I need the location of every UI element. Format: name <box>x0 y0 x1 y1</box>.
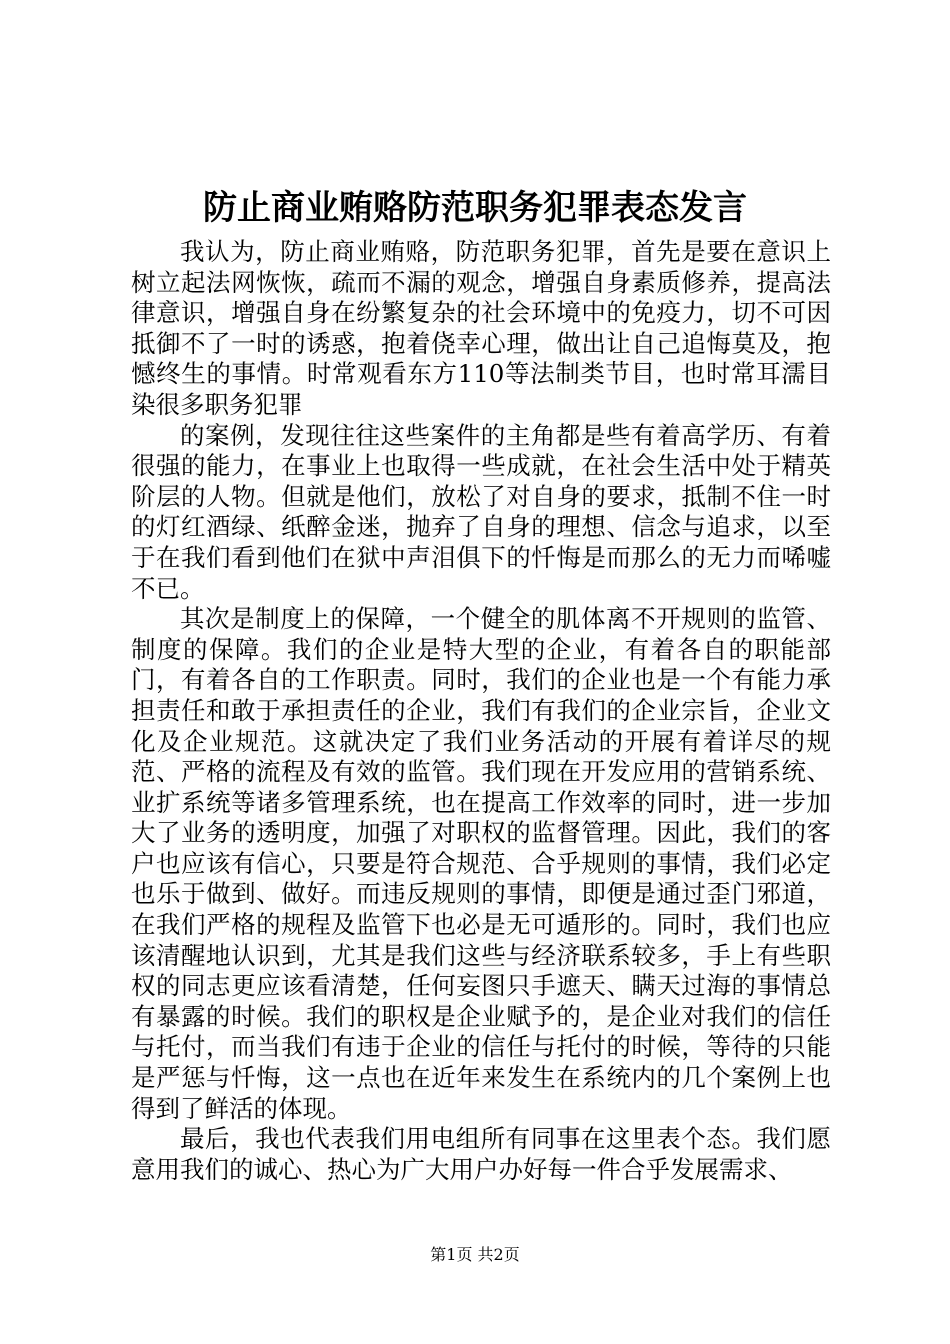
paragraph-2: 的案例，发现往往这些案件的主角都是些有着高学历、有着很强的能力，在事业上也取得一些成就，在社会生活中处于精英阶层的人物。但就是他们，放松了对自身的要求，抵制不住一时的灯红酒绿、纸醉金迷，抛弃了自身的理想、信念与追求，以至于在我们看到他们在狱中声泪俱下的忏悔是而那么的无力而唏嘘不已。 <box>131 420 831 603</box>
document-body <box>131 237 831 1185</box>
paragraph-4: 最后，我也代表我们用电组所有同事在这里表个态。我们愿意用我们的诚心、热心为广大用户办好每一件合乎发展需求、 <box>131 1124 831 1184</box>
paragraph-3: 其次是制度上的保障，一个健全的肌体离不开规则的监管、制度的保障。我们的企业是特大型的企业，有着各自的职能部门，有着各自的工作职责。同时，我们的企业也是一个有能力承担责任和敢于承担责任的企业，我们有我们的企业宗旨，企业文化及企业规范。这就决定了我们业务活动的开展有着详尽的规范、严格的流程及有效的监管。我们现在开发应用的营销系统、业扩系统等诸多管理系统，也在提高工作效率的同时，进一步加大了业务的透明度，加强了对职权的监督管理。因此，我们的客户也应该有信心，只要是符合规范、合乎规则的事情，我们必定也乐于做到、做好。而违反规则的事情，即便是通过歪门邪道，在我们严格的规程及监管下也必是无可遁形的。同时，我们也应该清醒地认识到，尤其是我们这些与经济联系较多，手上有些职权的同志更应该看清楚，任何妄图只手遮天、瞒天过海的事情总有暴露的时候。我们的职权是企业赋予的，是企业对我们的信任与托付，而当我们有违于企业的信任与托付的时候，等待的只能是严惩与忏悔，这一点也在近年来发生在系统内的几个案例上也得到了鲜活的体现。 <box>131 604 831 1123</box>
page-footer: 第1页 共2页 <box>430 1245 520 1264</box>
document-title: 防止商业贿赂防范职务犯罪表态发言 <box>203 188 747 228</box>
paragraph-1: 我认为，防止商业贿赂，防范职务犯罪，首先是要在意识上树立起法网恢恢，疏而不漏的观念，增强自身素质修养，提高法律意识，增强自身在纷繁复杂的社会环境中的免疫力，切不可因抵御不了一时的诱惑，抱着侥幸心理，做出让自己追悔莫及，抱憾终生的事情。时常观看东方110等法制类节目，也时常耳濡目染很多职务犯罪 <box>131 237 831 419</box>
